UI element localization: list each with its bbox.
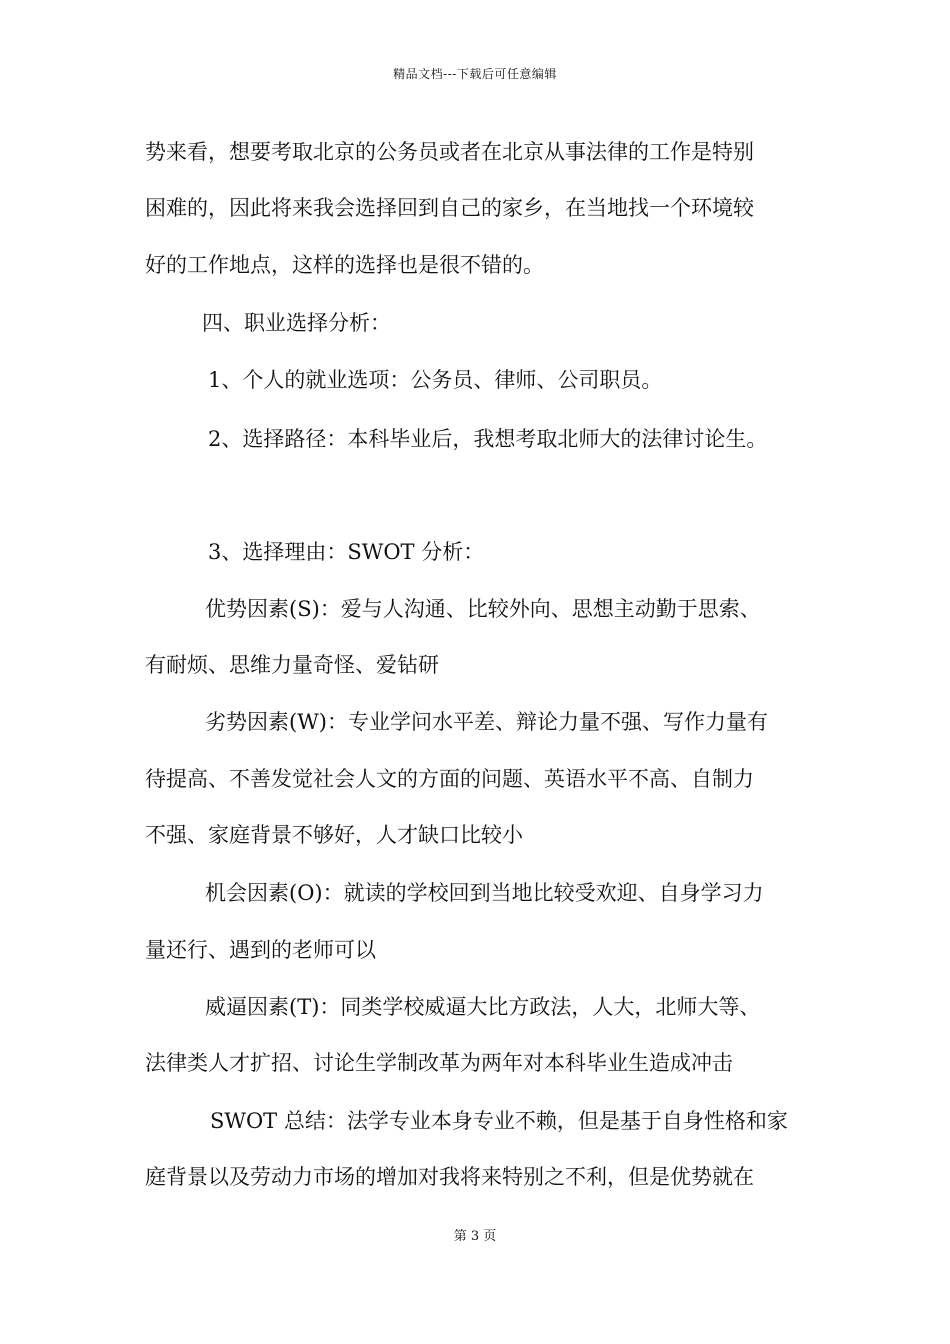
body-line: 威逼因素(T)：同类学校威逼大比方政法，人大，北师大等、 [205, 995, 761, 1019]
body-line: SWOT 总结：法学专业本身专业不赖，但是基于自身性格和家 [210, 1109, 788, 1133]
body-line: 困难的，因此将来我会选择回到自己的家乡，在当地找一个环境较 [145, 196, 754, 220]
body-line: 有耐烦、思维力量奇怪、爱钻研 [145, 653, 439, 677]
body-line: 量还行、遇到的老师可以 [145, 938, 376, 962]
body-line: 机会因素(O)：就读的学校回到当地比较受欢迎、自身学习力 [205, 881, 764, 905]
body-line: 势来看，想要考取北京的公务员或者在北京从事法律的工作是特别 [145, 140, 754, 164]
body-line: 庭背景以及劳动力市场的增加对我将来特别之不利，但是优势就在 [145, 1165, 754, 1189]
list-item: 2、选择路径：本科毕业后，我想考取北师大的法律讨论生。 [208, 427, 768, 451]
page-header: 精品文档---下载后可任意编辑 [393, 67, 557, 81]
list-item: 3、选择理由：SWOT 分析： [208, 540, 485, 564]
list-item: 1、个人的就业选项：公务员、律师、公司职员。 [208, 368, 663, 392]
body-line: 劣势因素(W)：专业学问水平差、辩论力量不强、写作力量有 [205, 710, 768, 734]
body-line: 待提高、不善发觉社会人文的方面的问题、英语水平不高、自制力 [145, 767, 754, 791]
body-line: 不强、家庭背景不够好，人才缺口比较小 [145, 823, 523, 847]
body-line: 法律类人才扩招、讨论生学制改革为两年对本科毕业生造成冲击 [145, 1051, 733, 1075]
body-line: 优势因素(S)：爱与人沟通、比较外向、思想主动勤于思索、 [205, 597, 761, 621]
page-number: 第 3 页 [453, 1229, 497, 1244]
body-line: 好的工作地点，这样的选择也是很不错的。 [145, 253, 544, 277]
section-heading: 四、职业选择分析： [202, 311, 391, 335]
